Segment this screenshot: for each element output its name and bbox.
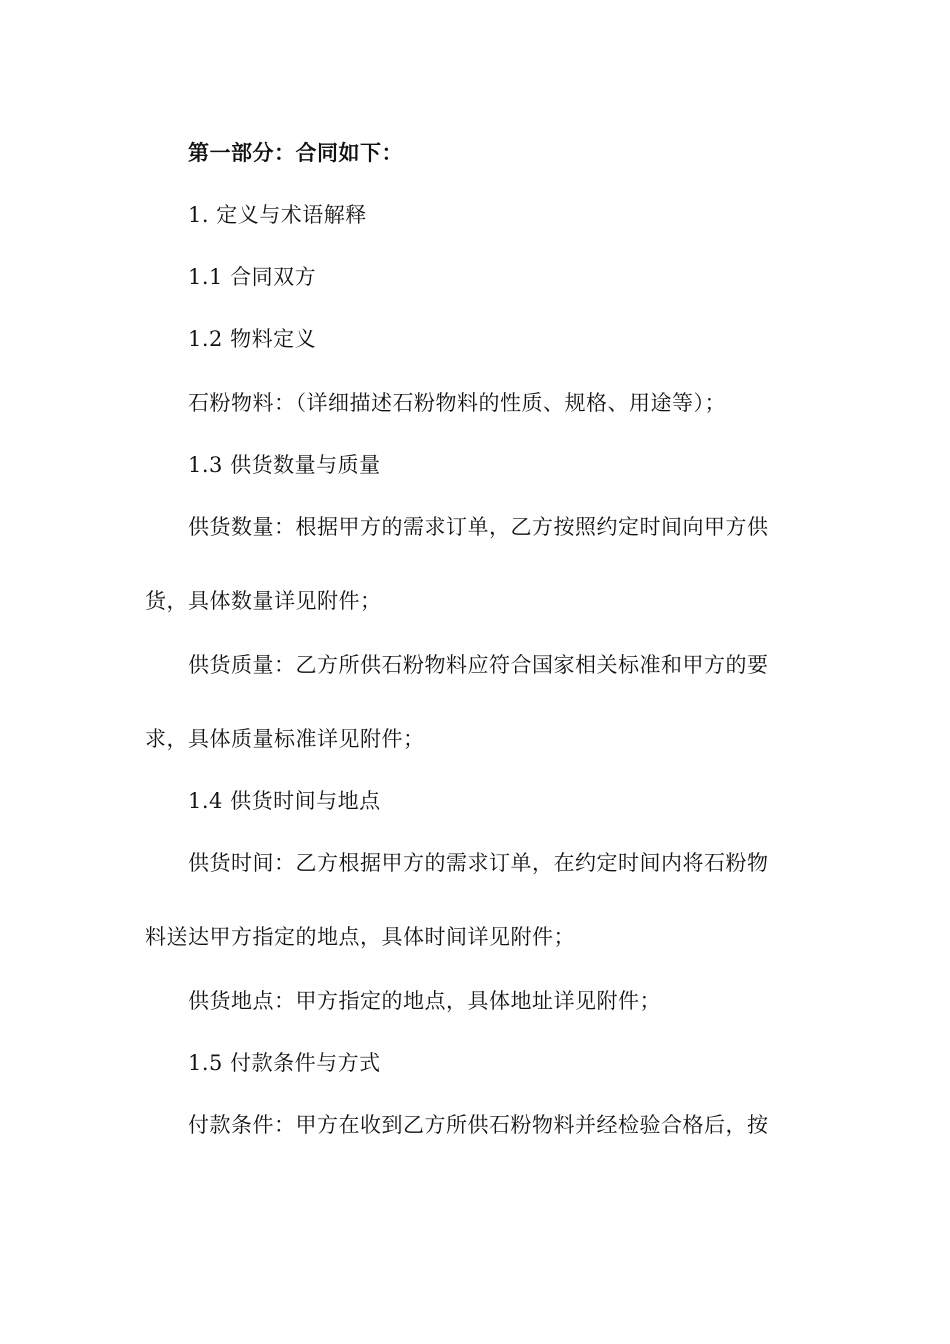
clause-1-4-title: 1.4 供货时间与地点 [188,789,381,813]
clause-1-2-title: 1.2 物料定义 [188,327,317,351]
paragraph-quality-line-2: 求，具体质量标准详见附件； [145,727,425,751]
paragraph-quantity-line-1: 供货数量：根据甲方的需求订单，乙方按照约定时间向甲方供 [188,515,769,539]
paragraph-location: 供货地点：甲方指定的地点，具体地址详见附件； [188,989,661,1013]
paragraph-material: 石粉物料：（详细描述石粉物料的性质、规格、用途等）； [188,391,726,415]
clause-1-3-title: 1.3 供货数量与质量 [188,453,381,477]
clause-1-title: 1. 定义与术语解释 [188,203,367,227]
clause-1-5-title: 1.5 付款条件与方式 [188,1051,381,1075]
clause-1-1-title: 1.1 合同双方 [188,265,317,289]
paragraph-time-line-1: 供货时间：乙方根据甲方的需求订单，在约定时间内将石粉物 [188,851,769,875]
paragraph-quality-line-1: 供货质量：乙方所供石粉物料应符合国家相关标准和甲方的要 [188,653,769,677]
section-heading: 第一部分：合同如下： [188,141,403,165]
paragraph-time-line-2: 料送达甲方指定的地点，具体时间详见附件； [145,925,575,949]
paragraph-quantity-line-2: 货，具体数量详见附件； [145,589,382,613]
paragraph-payment-line-1: 付款条件：甲方在收到乙方所供石粉物料并经检验合格后，按 [188,1113,769,1137]
